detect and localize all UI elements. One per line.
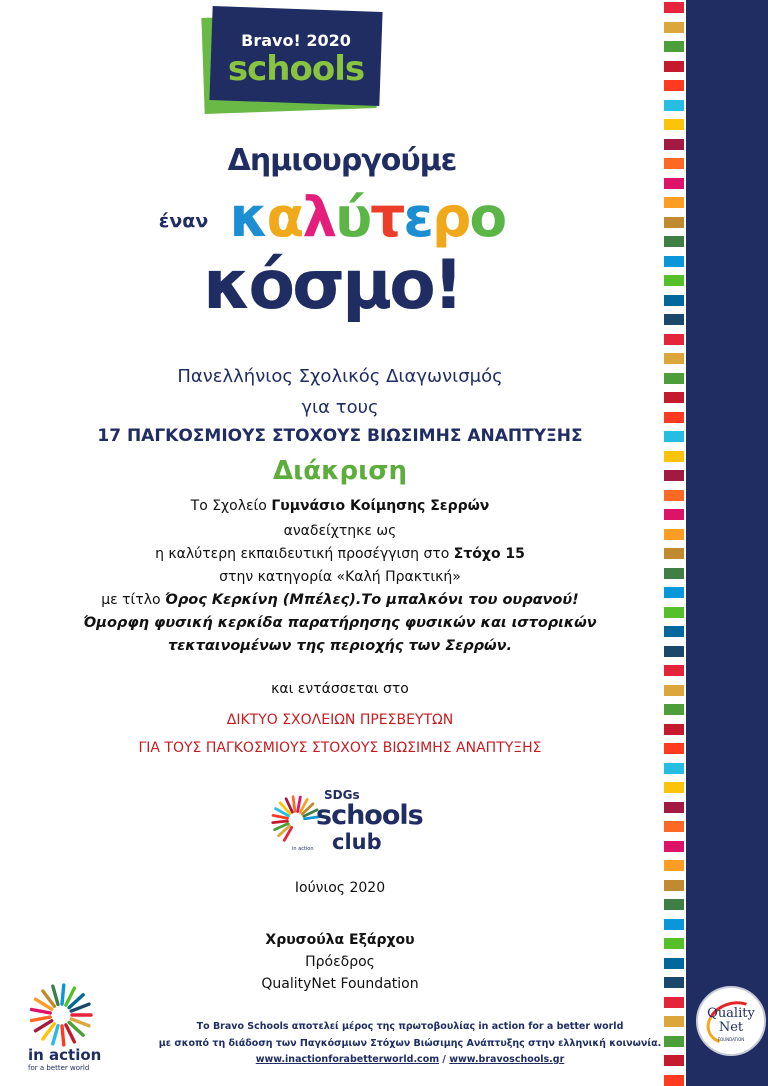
in-action-word: in action: [28, 1046, 102, 1064]
network-line2: ΓΙΑ ΤΟΥΣ ΠΑΓΚΟΣΜΙΟΥΣ ΣΤΟΧΟΥΣ ΒΙΩΣΙΜΗΣ ΑΝΑΠΤΥΞΗΣ: [138, 740, 542, 756]
contest-line1: Πανελλήνιος Σχολικός Διαγωνισμός: [177, 366, 503, 387]
stripe-segment: [664, 295, 684, 306]
footer-link-inaction[interactable]: www.inactionforabetterworld.com: [255, 1054, 440, 1065]
stripe-segment: [664, 860, 684, 871]
date: Ιούνιος 2020: [294, 880, 386, 896]
footer-line1: Το Bravo Schools αποτελεί μέρος της πρωτοβουλίας in action for a better world: [196, 1021, 624, 1032]
qualitynet-seal: [696, 986, 766, 1056]
wheel-spoke: [273, 821, 288, 823]
network-intro: και εντάσσεται στο: [271, 681, 409, 697]
headline-letter: ρ: [432, 185, 470, 249]
headline-letter: ο: [469, 185, 506, 249]
navy-side-band: [686, 0, 768, 1086]
stripe-segment: [664, 626, 684, 637]
stripe-segment: [664, 587, 684, 598]
title-prefix: με τίτλο: [101, 592, 166, 608]
stripe-segment: [664, 529, 684, 540]
logo-schools-word: schools: [227, 49, 365, 89]
wheel-spoke: [53, 986, 58, 1004]
stripe-segment: [664, 646, 684, 657]
award-title: Διάκριση: [272, 456, 408, 486]
stripe-segment: [664, 61, 684, 72]
signatory-org: QualityNet Foundation: [261, 976, 419, 992]
stripe-segment: [664, 997, 684, 1008]
stripe-segment: [664, 841, 684, 852]
project-title-line3: τεκταινομένων της περιοχής των Σερρών.: [167, 638, 513, 654]
stripe-segment: [664, 802, 684, 813]
sdg-wheel-icon: [270, 790, 322, 850]
stripe-segment: [664, 919, 684, 930]
stripe-segment: [664, 977, 684, 988]
stripe-segment: [664, 470, 684, 481]
stripe-segment: [664, 704, 684, 715]
seal-line2: Net: [718, 1020, 744, 1035]
headline-letter: λ: [302, 185, 336, 249]
stripe-segment: [664, 782, 684, 793]
goal-name: Στόχο 15: [453, 546, 525, 562]
seal-line1: Quality: [707, 1006, 755, 1021]
sdg-logo-line2: schools: [316, 800, 423, 831]
sdgs-schools-club-logo: [270, 786, 423, 858]
wheel-spoke: [62, 985, 64, 1004]
headline-line1: Δημιουργούμε: [227, 143, 457, 178]
stripe-segment: [664, 958, 684, 969]
contest-line2: για τους: [301, 397, 379, 418]
goal-line: [40, 546, 640, 562]
logo-bravo-2020: Bravo! 2020: [241, 31, 351, 50]
school-line: [40, 498, 640, 514]
stripe-segment: [664, 373, 684, 384]
project-title-line2: Όμορφη φυσική κερκίδα παρατήρησης φυσικών και ιστορικών: [83, 615, 597, 631]
school-prefix: Το Σχολείο: [190, 498, 272, 514]
stripe-segment: [664, 314, 684, 325]
sdg-logo-line3: club: [332, 830, 382, 854]
wheel-spoke: [32, 1009, 51, 1012]
sdg-logo-line1: SDGs: [324, 788, 360, 802]
wheel-spoke: [293, 797, 295, 812]
goal-prefix: η καλύτερη εκπαιδευτική προσέγγιση στο: [155, 546, 454, 562]
stripe-segment: [664, 743, 684, 754]
headline-letter: ε: [403, 185, 433, 249]
stripe-segment: [664, 236, 684, 247]
sdg-logo-line4: in action: [292, 846, 314, 852]
contest-line3: 17 ΠΑΓΚΟΣΜΙΟΥΣ ΣΤΟΧΟΥΣ ΒΙΩΣΙΜΗΣ ΑΝΑΠΤΥΞΗΣ: [97, 426, 583, 446]
stripe-segment: [664, 178, 684, 189]
stripe-segment: [664, 568, 684, 579]
stripe-segment: [664, 938, 684, 949]
stripe-segment: [664, 197, 684, 208]
in-action-tagline: for a better world: [28, 1064, 90, 1072]
wheel-spoke: [298, 797, 301, 811]
signatory-role: Πρόεδρος: [305, 954, 375, 970]
stripe-segment: [664, 431, 684, 442]
headline-letter: ύ: [335, 185, 371, 249]
headline-small-word: έναν: [158, 209, 209, 232]
stripe-segment: [664, 821, 684, 832]
stripe-segment: [664, 41, 684, 52]
bravo-schools-logo: [203, 9, 383, 112]
stripe-segment: [664, 353, 684, 364]
stripe-segment: [664, 412, 684, 423]
stripe-segment: [664, 256, 684, 267]
category-line: στην κατηγορία «Καλή Πρακτική»: [219, 569, 461, 585]
in-action-logo: [24, 982, 104, 1082]
stripe-segment: [664, 899, 684, 910]
headline-line3: κόσμο!: [203, 246, 461, 325]
stripe-segment: [664, 2, 684, 13]
stripe-segment: [664, 80, 684, 91]
stripe-segment: [664, 685, 684, 696]
stripe-segment: [664, 665, 684, 676]
headline-letter: κ: [229, 185, 267, 249]
wheel-spoke: [32, 1017, 51, 1020]
footer-line2: με σκοπό τη διάδοση των Παγκόσμιων Στόχων Βιώσιμης Ανάπτυξης στην ελληνική κοινωνία.: [158, 1038, 662, 1049]
stripe-segment: [664, 451, 684, 462]
stripe-segment: [664, 1075, 684, 1086]
stripe-segment: [664, 509, 684, 520]
wheel-spoke: [273, 815, 287, 818]
stripe-segment: [664, 763, 684, 774]
in-action-wheel-icon: [28, 982, 94, 1048]
stripe-segment: [664, 119, 684, 130]
seal-line3: FOUNDATION: [717, 1037, 745, 1042]
school-name: Γυμνάσιο Κοίμησης Σερρών: [271, 498, 490, 514]
stripe-segment: [664, 880, 684, 891]
stripe-segment: [664, 100, 684, 111]
wheel-spoke: [53, 1026, 58, 1044]
stripe-segment: [664, 548, 684, 559]
stripe-segment: [664, 22, 684, 33]
headline-line2: [0, 185, 664, 249]
stripe-segment: [664, 334, 684, 345]
stripe-segment: [664, 724, 684, 735]
wheel-spoke: [62, 1026, 64, 1045]
body-line2: αναδείχτηκε ως: [283, 523, 397, 539]
signatory-name: Χρυσούλα Εξάρχου: [265, 932, 415, 948]
project-title-part1: Όρος Κερκίνη (Μπέλες).Το μπαλκόνι του ουρανού!: [165, 592, 579, 608]
stripe-segment: [664, 275, 684, 286]
footer-link-bravo[interactable]: www.bravoschools.gr: [449, 1054, 565, 1065]
stripe-segment: [664, 217, 684, 228]
footer-links: [150, 1054, 670, 1065]
headline-colored-word: [229, 185, 505, 249]
headline-letter: α: [266, 185, 303, 249]
network-line1: ΔΙΚΤΥΟ ΣΧΟΛΕΙΩΝ ΠΡΕΣΒΕΥΤΩΝ: [226, 712, 454, 728]
footer-link-separator: /: [439, 1054, 450, 1065]
stripe-segment: [664, 607, 684, 618]
stripe-segment: [664, 490, 684, 501]
headline-letter: τ: [370, 185, 404, 249]
project-title-line1: [40, 592, 640, 608]
stripe-segment: [664, 392, 684, 403]
